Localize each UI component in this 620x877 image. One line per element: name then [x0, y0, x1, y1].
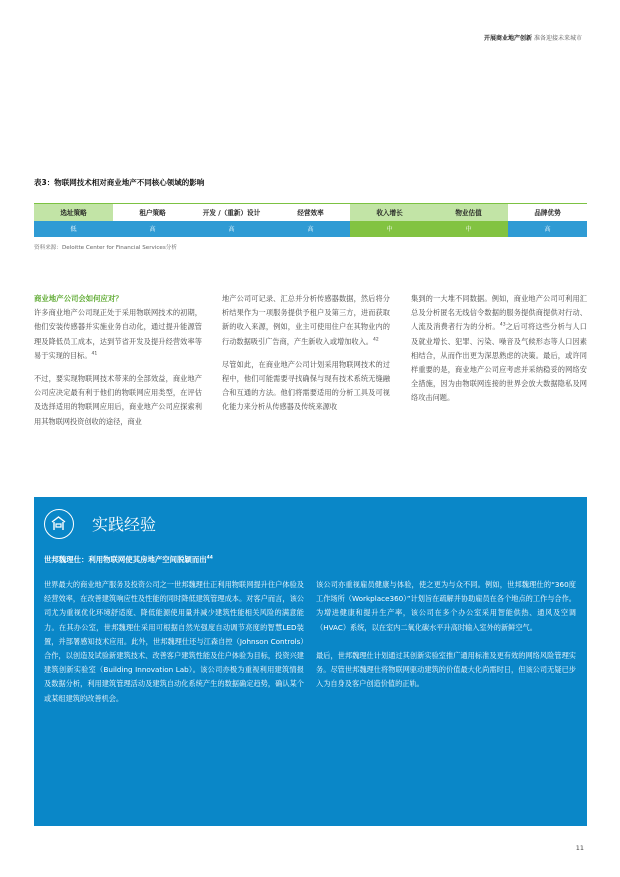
footnote-ref: 43 — [499, 323, 506, 329]
table-value-cell: 高 — [508, 221, 587, 237]
page-number: 11 — [575, 844, 584, 852]
body-text: 集到的一大堆不同数据。例如，商业地产公司可利用汇总及分析匿名无线信令数据的服务提供商提供对行动、人流及消费者行为的分析。 — [411, 294, 587, 332]
body-column-2 — [222, 292, 390, 424]
footnote-ref: 44 — [206, 555, 213, 561]
running-header — [484, 33, 582, 42]
table-header-cell: 开发 /（重新）设计 — [192, 204, 271, 221]
table-header-cell: 选址策略 — [34, 204, 113, 221]
case-column-2 — [316, 578, 576, 705]
header-title-rest: 准备迎接未来城市 — [533, 35, 582, 42]
body-paragraph — [411, 292, 587, 406]
body-paragraph — [222, 292, 390, 349]
impact-table-header-row — [34, 204, 587, 221]
body-column-1 — [34, 292, 202, 438]
table-header-cell: 经营效率 — [271, 204, 350, 221]
body-column-3 — [411, 292, 587, 415]
footnote-ref: 41 — [91, 351, 98, 357]
table-header-cell: 物业估值 — [429, 204, 508, 221]
case-subtitle-text: 世邦魏理仕：利用物联网使其房地产空间脱颖而出 — [44, 555, 207, 564]
table-value-cell: 高 — [192, 221, 271, 237]
body-text: 之后可将这些分析与人口及就业增长、犯罪、污染、噪音及气候形态等人口因素相结合，从而作出更为深思熟虑的决策。最后，或许同样重要的是，商业地产公司应考虑并采纳稳妥的网络安全措施，因为由物联网连接的世界会放大数据隐私及网络攻击问题。 — [411, 322, 587, 403]
case-study-subtitle — [44, 554, 213, 565]
case-paragraph: 最后，世邦魏理仕计划通过其创新实验室推广通用标准及更有效的网络风险管理实务。尽管世邦魏理仕将物联网驱动建筑的价值最大化尚需时日，但该公司无疑已步入为自身及客户创造价值的正轨。 — [316, 650, 576, 689]
case-paragraph: 该公司亦重视雇员健康与体验，使之更为与众不同。例如，世邦魏理仕的“360度工作场所（Workplace360）”计划旨在疏解并协助雇员在各个地点的工作与合作。为增进健康和提升生产率，该公司在多个办公室采用智能供热、通风及空调（HVAC）系统，以在室内二氧化碳水平升高时输入室外的新鲜空气。 — [316, 580, 576, 632]
impact-table-value-row — [34, 221, 587, 237]
case-paragraph: 世界最大的商业地产服务及投资公司之一世邦魏理仕正利用物联网提升住户体验及经营效率，在改善建筑响应性及性能的同时降低建筑管理成本。对客户而言，该公司尤为重视优化环境舒适度、降低能源使用量并减少建筑性能相关风险的满意能力。在其办公室，世邦魏理仕采用可根据自然光强度自动调节亮度的智慧LED装置，并部署感知技术应用。此外，世邦魏理仕还与江森自控（Johnson Controls）合作，以创造及试验新建筑技术、改善客户建筑性能及住户体验为目标，投资兴建建筑创新实验室（Building Innovation Lab）。该公司亦极为重视利用建筑情报及数据分析，利用建筑管理活动及建筑自动化系统产生的数据确定趋势，确认某个或某组建筑的改善机会。 — [44, 580, 304, 703]
table-header-cell: 收入增长 — [350, 204, 429, 221]
table-title: 表3：物联网技术相对商业地产不同核心领域的影响 — [34, 178, 205, 187]
table-value-cell: 高 — [271, 221, 350, 237]
body-text: 许多商业地产公司现正处于采用物联网技术的初期，他们安装传感器并实施业务自动化，通过提升能源管理及降低员工成本，达到节省开发及提升经营效率等易于实现的目标。 — [34, 308, 202, 360]
table-header-cell: 品牌优势 — [508, 204, 587, 221]
section-heading: 商业地产公司会如何应对？ — [34, 294, 123, 303]
table-source: 资料来源：Deloitte Center for Financial Services分析 — [34, 245, 177, 251]
impact-table — [34, 203, 587, 237]
home-icon — [45, 510, 72, 537]
body-paragraph: 不过，要实现物联网技术带来的全部效益，商业地产公司应决定最有利于他们的物联网应用类型，在评估及选择适用的物联网应用后，商业地产公司应探索利用其物联网投资创收的途径，商业 — [34, 374, 202, 426]
case-study-heading: 实践经验 — [92, 515, 157, 534]
body-paragraph: 尽管如此，在商业地产公司计划采用物联网技术的过程中，他们可能需要寻找确保与现有技术系统无缝融合和互通的方法。他们将需要适用的分析工具及可视化能力来分析从传感器及传统来源收 — [222, 359, 390, 412]
table-header-cell: 租户策略 — [113, 204, 192, 221]
body-text: 地产公司可记录、汇总并分析传感器数据，然后将分析结果作为一项服务提供予租户及第三方，进而获取新的收入来源，例如，业主可使用住户在其物业内的行动数据吸引广告商，产生新收入或增加收入。 — [222, 294, 390, 346]
home-circle-icon — [44, 509, 74, 539]
case-study-box — [34, 497, 587, 826]
footnote-ref: 42 — [372, 337, 379, 343]
body-paragraph — [34, 306, 202, 363]
table-value-cell: 中 — [350, 221, 429, 237]
table-value-cell: 中 — [429, 221, 508, 237]
header-title-bold: 开展商业地产创新 — [484, 35, 533, 42]
case-column-1 — [44, 578, 304, 720]
table-value-cell: 低 — [34, 221, 113, 237]
table-value-cell: 高 — [113, 221, 192, 237]
